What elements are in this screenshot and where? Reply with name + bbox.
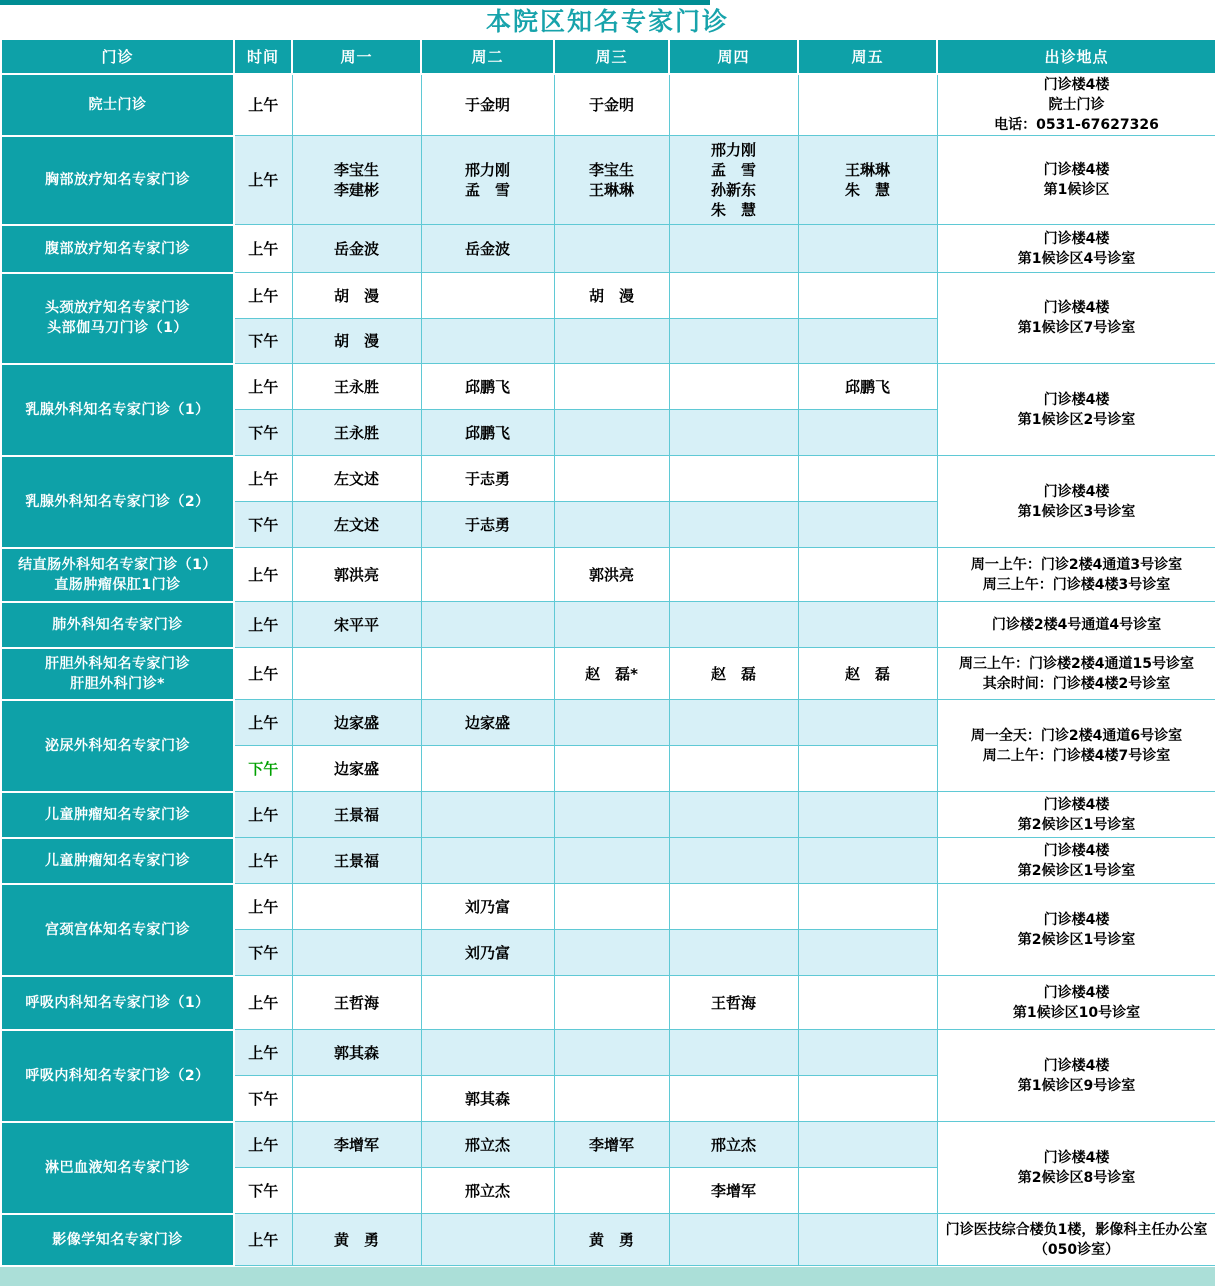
schedule-cell: 邱鹏飞: [421, 410, 554, 456]
time-cell: 上午: [234, 1030, 292, 1076]
schedule-cell: 王哲海: [292, 976, 421, 1030]
schedule-cell: [669, 930, 798, 976]
clinic-name-cell: 肺外科知名专家门诊: [1, 602, 234, 648]
schedule-cell: 李宝生 王琳琳: [554, 136, 669, 225]
schedule-cell: [421, 273, 554, 319]
schedule-cell: [798, 602, 937, 648]
time-cell: 下午: [234, 319, 292, 364]
schedule-cell: 岳金波: [421, 225, 554, 273]
schedule-cell: [669, 502, 798, 548]
column-header: 周一: [292, 39, 421, 74]
time-cell: 下午: [234, 746, 292, 792]
clinic-name-cell: 儿童肿瘤知名专家门诊: [1, 792, 234, 838]
schedule-cell: [421, 1214, 554, 1266]
schedule-cell: 李宝生 李建彬: [292, 136, 421, 225]
clinic-name-cell: 胸部放疗知名专家门诊: [1, 136, 234, 225]
schedule-cell: [554, 1168, 669, 1214]
schedule-cell: [798, 1168, 937, 1214]
table-header-row: [1, 39, 1215, 74]
schedule-cell: 邱鹏飞: [421, 364, 554, 410]
schedule-cell: [554, 976, 669, 1030]
schedule-cell: 宋平平: [292, 602, 421, 648]
table-row: [1, 74, 1215, 136]
schedule-cell: 邢立杰: [669, 1122, 798, 1168]
schedule-cell: [669, 884, 798, 930]
footer-band: [0, 1267, 1215, 1286]
schedule-cell: 刘乃富: [421, 930, 554, 976]
table-row: [1, 648, 1215, 700]
clinic-name-cell: 头颈放疗知名专家门诊 头部伽马刀门诊（1）: [1, 273, 234, 364]
table-row: [1, 976, 1215, 1030]
schedule-cell: [554, 319, 669, 364]
table-row: [1, 364, 1215, 410]
schedule-cell: 左文述: [292, 502, 421, 548]
schedule-cell: [421, 319, 554, 364]
clinic-name-cell: 宫颈宫体知名专家门诊: [1, 884, 234, 976]
schedule-cell: 于志勇: [421, 456, 554, 502]
schedule-cell: [292, 648, 421, 700]
column-header: 门诊: [1, 39, 234, 74]
schedule-cell: [669, 319, 798, 364]
clinic-name-cell: 肝胆外科知名专家门诊 肝胆外科门诊*: [1, 648, 234, 700]
clinic-name-cell: 腹部放疗知名专家门诊: [1, 225, 234, 273]
schedule-cell: [798, 410, 937, 456]
clinic-name-cell: 影像学知名专家门诊: [1, 1214, 234, 1266]
schedule-cell: [669, 273, 798, 319]
top-accent-bar: [0, 0, 710, 5]
schedule-cell: [669, 1076, 798, 1122]
schedule-cell: [554, 602, 669, 648]
schedule-cell: 李增军: [292, 1122, 421, 1168]
time-cell: 上午: [234, 74, 292, 136]
location-cell: 门诊楼4楼 第1候诊区4号诊室: [937, 225, 1215, 273]
schedule-cell: [421, 838, 554, 884]
schedule-cell: [554, 884, 669, 930]
location-cell: 门诊楼4楼 第2候诊区1号诊室: [937, 792, 1215, 838]
schedule-cell: [669, 1030, 798, 1076]
time-cell: 上午: [234, 602, 292, 648]
column-header: 周二: [421, 39, 554, 74]
schedule-cell: 黄 勇: [554, 1214, 669, 1266]
clinic-name-cell: 院士门诊: [1, 74, 234, 136]
schedule-cell: 郭洪亮: [554, 548, 669, 602]
schedule-cell: [292, 1168, 421, 1214]
schedule-cell: 左文述: [292, 456, 421, 502]
schedule-cell: [421, 746, 554, 792]
schedule-cell: [669, 792, 798, 838]
schedule-cell: [292, 74, 421, 136]
schedule-cell: [798, 1030, 937, 1076]
title-bar: [0, 0, 1215, 38]
schedule-cell: [554, 930, 669, 976]
schedule-cell: [798, 225, 937, 273]
table-row: [1, 792, 1215, 838]
clinic-name-cell: 呼吸内科知名专家门诊（2）: [1, 1030, 234, 1122]
schedule-cell: [554, 410, 669, 456]
location-cell: 周一上午：门诊2楼4通道3号诊室 周三上午：门诊楼4楼3号诊室: [937, 548, 1215, 602]
time-cell: 下午: [234, 930, 292, 976]
time-cell: 上午: [234, 225, 292, 273]
schedule-cell: [421, 792, 554, 838]
schedule-cell: 胡 漫: [292, 319, 421, 364]
schedule-cell: [669, 602, 798, 648]
clinic-name-cell: 淋巴血液知名专家门诊: [1, 1122, 234, 1214]
schedule-cell: 王景福: [292, 838, 421, 884]
column-header: 出诊地点: [937, 39, 1215, 74]
time-cell: 上午: [234, 136, 292, 225]
schedule-cell: 岳金波: [292, 225, 421, 273]
table-row: [1, 548, 1215, 602]
schedule-cell: [798, 884, 937, 930]
schedule-cell: [554, 700, 669, 746]
schedule-cell: [669, 225, 798, 273]
schedule-cell: [798, 930, 937, 976]
time-cell: 下午: [234, 1168, 292, 1214]
schedule-cell: [554, 838, 669, 884]
page-title: 本院区知名专家门诊: [485, 7, 729, 36]
schedule-cell: [669, 410, 798, 456]
table-row: [1, 1030, 1215, 1076]
schedule-cell: [798, 792, 937, 838]
schedule-cell: [669, 74, 798, 136]
schedule-cell: 邢力刚 孟 雪 孙新东 朱 慧: [669, 136, 798, 225]
schedule-cell: 胡 漫: [554, 273, 669, 319]
time-cell: 上午: [234, 273, 292, 319]
schedule-cell: 郭洪亮: [292, 548, 421, 602]
clinic-name-cell: 泌尿外科知名专家门诊: [1, 700, 234, 792]
schedule-cell: [421, 976, 554, 1030]
schedule-cell: 刘乃富: [421, 884, 554, 930]
schedule-cell: 郭其森: [292, 1030, 421, 1076]
schedule-cell: [798, 502, 937, 548]
location-cell: 门诊楼4楼 院士门诊 电话：0531-67627326: [937, 74, 1215, 136]
schedule-cell: 邢立杰: [421, 1168, 554, 1214]
schedule-cell: 李增军: [554, 1122, 669, 1168]
schedule-cell: [554, 364, 669, 410]
schedule-cell: 郭其森: [421, 1076, 554, 1122]
table-row: [1, 136, 1215, 225]
schedule-cell: [669, 456, 798, 502]
schedule-cell: [554, 225, 669, 273]
schedule-cell: [554, 1076, 669, 1122]
schedule-cell: [421, 648, 554, 700]
schedule-cell: [798, 746, 937, 792]
table-row: [1, 225, 1215, 273]
schedule-cell: 赵 磊*: [554, 648, 669, 700]
time-cell: 上午: [234, 838, 292, 884]
time-cell: 上午: [234, 1122, 292, 1168]
schedule-cell: [798, 976, 937, 1030]
schedule-cell: 边家盛: [292, 700, 421, 746]
schedule-cell: [669, 548, 798, 602]
location-cell: 门诊楼4楼 第2候诊区1号诊室: [937, 838, 1215, 884]
schedule-cell: 边家盛: [292, 746, 421, 792]
table-row: [1, 884, 1215, 930]
time-cell: 上午: [234, 700, 292, 746]
location-cell: 门诊楼4楼 第1候诊区9号诊室: [937, 1030, 1215, 1122]
table-row: [1, 456, 1215, 502]
schedule-cell: [798, 456, 937, 502]
schedule-cell: [554, 792, 669, 838]
location-cell: 门诊楼4楼 第1候诊区3号诊室: [937, 456, 1215, 548]
schedule-cell: 李增军: [669, 1168, 798, 1214]
schedule-cell: [798, 548, 937, 602]
location-cell: 门诊楼2楼4号通道4号诊室: [937, 602, 1215, 648]
schedule-cell: 于志勇: [421, 502, 554, 548]
table-row: [1, 273, 1215, 319]
schedule-cell: [554, 456, 669, 502]
column-header: 周五: [798, 39, 937, 74]
clinic-name-cell: 乳腺外科知名专家门诊（1）: [1, 364, 234, 456]
location-cell: 周三上午：门诊楼2楼4通道15号诊室 其余时间：门诊楼4楼2号诊室: [937, 648, 1215, 700]
table-row: [1, 700, 1215, 746]
clinic-name-cell: 儿童肿瘤知名专家门诊: [1, 838, 234, 884]
schedule-cell: [669, 1214, 798, 1266]
schedule-cell: 胡 漫: [292, 273, 421, 319]
schedule-cell: [798, 74, 937, 136]
schedule-cell: 于金明: [421, 74, 554, 136]
schedule-cell: 边家盛: [421, 700, 554, 746]
time-cell: 上午: [234, 792, 292, 838]
schedule-cell: 赵 磊: [669, 648, 798, 700]
schedule-cell: 王永胜: [292, 364, 421, 410]
schedule-cell: [798, 700, 937, 746]
schedule-cell: [554, 1030, 669, 1076]
time-cell: 上午: [234, 648, 292, 700]
schedule-cell: [421, 602, 554, 648]
schedule-cell: [421, 548, 554, 602]
column-header: 周四: [669, 39, 798, 74]
schedule-cell: [669, 364, 798, 410]
schedule-cell: [798, 1122, 937, 1168]
location-cell: 门诊楼4楼 第1候诊区7号诊室: [937, 273, 1215, 364]
column-header: 周三: [554, 39, 669, 74]
schedule-cell: [669, 838, 798, 884]
schedule-cell: 黄 勇: [292, 1214, 421, 1266]
location-cell: 门诊楼4楼 第2候诊区8号诊室: [937, 1122, 1215, 1214]
location-cell: 门诊楼4楼 第1候诊区2号诊室: [937, 364, 1215, 456]
location-cell: 门诊医技综合楼负1楼，影像科主任办公室（050诊室）: [937, 1214, 1215, 1266]
time-cell: 下午: [234, 410, 292, 456]
table-row: [1, 838, 1215, 884]
schedule-cell: 王永胜: [292, 410, 421, 456]
clinic-name-cell: 乳腺外科知名专家门诊（2）: [1, 456, 234, 548]
schedule-cell: [798, 1076, 937, 1122]
time-cell: 上午: [234, 884, 292, 930]
time-cell: 上午: [234, 976, 292, 1030]
location-cell: 门诊楼4楼 第1候诊区10号诊室: [937, 976, 1215, 1030]
schedule-cell: 邢立杰: [421, 1122, 554, 1168]
table-row: [1, 602, 1215, 648]
schedule-cell: [292, 930, 421, 976]
schedule-cell: [554, 746, 669, 792]
schedule-cell: 王景福: [292, 792, 421, 838]
schedule-cell: [798, 319, 937, 364]
schedule-cell: 邢力刚 孟 雪: [421, 136, 554, 225]
clinic-name-cell: 结直肠外科知名专家门诊（1） 直肠肿瘤保肛1门诊: [1, 548, 234, 602]
schedule-cell: [669, 746, 798, 792]
time-cell: 上午: [234, 364, 292, 410]
schedule-cell: [798, 273, 937, 319]
schedule-cell: [421, 1030, 554, 1076]
schedule-cell: [798, 838, 937, 884]
clinic-name-cell: 呼吸内科知名专家门诊（1）: [1, 976, 234, 1030]
schedule-cell: [669, 700, 798, 746]
schedule-cell: [554, 502, 669, 548]
location-cell: 周一全天：门诊2楼4通道6号诊室 周二上午：门诊楼4楼7号诊室: [937, 700, 1215, 792]
schedule-cell: [798, 1214, 937, 1266]
location-cell: 门诊楼4楼 第2候诊区1号诊室: [937, 884, 1215, 976]
schedule-cell: 邱鹏飞: [798, 364, 937, 410]
schedule-cell: 王琳琳 朱 慧: [798, 136, 937, 225]
time-cell: 下午: [234, 502, 292, 548]
table-row: [1, 1122, 1215, 1168]
schedule-cell: [292, 1076, 421, 1122]
table-row: [1, 1214, 1215, 1266]
time-cell: 下午: [234, 1076, 292, 1122]
schedule-cell: 王哲海: [669, 976, 798, 1030]
time-cell: 上午: [234, 1214, 292, 1266]
schedule-cell: 赵 磊: [798, 648, 937, 700]
column-header: 时间: [234, 39, 292, 74]
time-cell: 上午: [234, 456, 292, 502]
schedule-cell: 于金明: [554, 74, 669, 136]
expert-clinic-schedule-table: [0, 38, 1215, 1267]
schedule-cell: [292, 884, 421, 930]
location-cell: 门诊楼4楼 第1候诊区: [937, 136, 1215, 225]
time-cell: 上午: [234, 548, 292, 602]
